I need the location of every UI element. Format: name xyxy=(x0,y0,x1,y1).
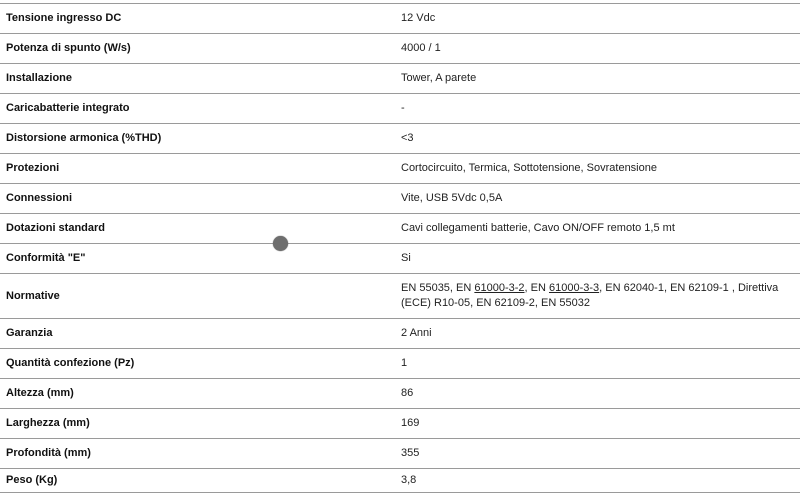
spec-row-garanzia xyxy=(0,319,800,349)
spec-value: 86 xyxy=(401,379,800,409)
spec-value: Si xyxy=(401,244,800,274)
spec-row-profondita xyxy=(0,439,800,469)
spec-label: Garanzia xyxy=(0,319,401,349)
spec-value: 355 xyxy=(401,439,800,469)
spec-label: Peso (Kg) xyxy=(0,469,401,493)
normative-text-part: EN 55035, EN xyxy=(401,282,475,294)
spec-value: 4000 / 1 xyxy=(401,34,800,64)
spec-value: Vite, USB 5Vdc 0,5A xyxy=(401,184,800,214)
spec-label: Connessioni xyxy=(0,184,401,214)
spec-label: Conformità "E" xyxy=(0,244,401,274)
spec-value: 1 xyxy=(401,349,800,379)
spec-value: Tower, A parete xyxy=(401,64,800,94)
spec-label: Tensione ingresso DC xyxy=(0,4,401,34)
spec-row-peso xyxy=(0,469,800,493)
spec-row-altezza xyxy=(0,379,800,409)
spec-row-caricabatterie-integrato xyxy=(0,94,800,124)
spec-value: Cortocircuito, Termica, Sottotensione, Sovratensione xyxy=(401,154,800,184)
spec-label: Profondità (mm) xyxy=(0,439,401,469)
normative-text-part: , EN xyxy=(524,282,549,294)
spec-value: 3,8 xyxy=(401,469,800,493)
spec-label: Normative xyxy=(0,274,401,319)
spec-label: Larghezza (mm) xyxy=(0,409,401,439)
mouse-cursor-icon xyxy=(273,236,288,251)
spec-value: Cavi collegamenti batterie, Cavo ON/OFF remoto 1,5 mt xyxy=(401,214,800,244)
spec-row-installazione xyxy=(0,64,800,94)
normative-text-part: , EN 62040-1, EN 62109-1 , Direttiva (ECE) R10-05, EN 62109-2, EN 55032 xyxy=(401,282,779,309)
spec-label: Potenza di spunto (W/s) xyxy=(0,34,401,64)
spec-label: Dotazioni standard xyxy=(0,214,401,244)
spec-label: Quantità confezione (Pz) xyxy=(0,349,401,379)
spec-row-conformita-e xyxy=(0,244,800,274)
spec-label: Protezioni xyxy=(0,154,401,184)
spec-value: 12 Vdc xyxy=(401,4,800,34)
spec-row-dotazioni-standard xyxy=(0,214,800,244)
spec-label: Altezza (mm) xyxy=(0,379,401,409)
spec-row-normative xyxy=(0,274,800,319)
spec-value: <3 xyxy=(401,124,800,154)
normative-link-61000-3-2[interactable]: 61000-3-2 xyxy=(474,282,525,294)
normative-link-61000-3-3[interactable]: 61000-3-3 xyxy=(548,282,600,294)
spec-row-quantita-confezione xyxy=(0,349,800,379)
spec-value: 2 Anni xyxy=(401,319,800,349)
spec-value: - xyxy=(401,94,800,124)
spec-label: Distorsione armonica (%THD) xyxy=(0,124,401,154)
spec-row-protezioni xyxy=(0,154,800,184)
spec-table xyxy=(0,3,800,493)
spec-row-connessioni xyxy=(0,184,800,214)
spec-row-tensione-ingresso-dc xyxy=(0,4,800,34)
spec-label: Caricabatterie integrato xyxy=(0,94,401,124)
spec-row-larghezza xyxy=(0,409,800,439)
spec-value: 169 xyxy=(401,409,800,439)
spec-label: Installazione xyxy=(0,64,401,94)
spec-row-distorsione-armonica xyxy=(0,124,800,154)
spec-value-normative xyxy=(401,274,800,319)
spec-row-potenza-di-spunto xyxy=(0,34,800,64)
